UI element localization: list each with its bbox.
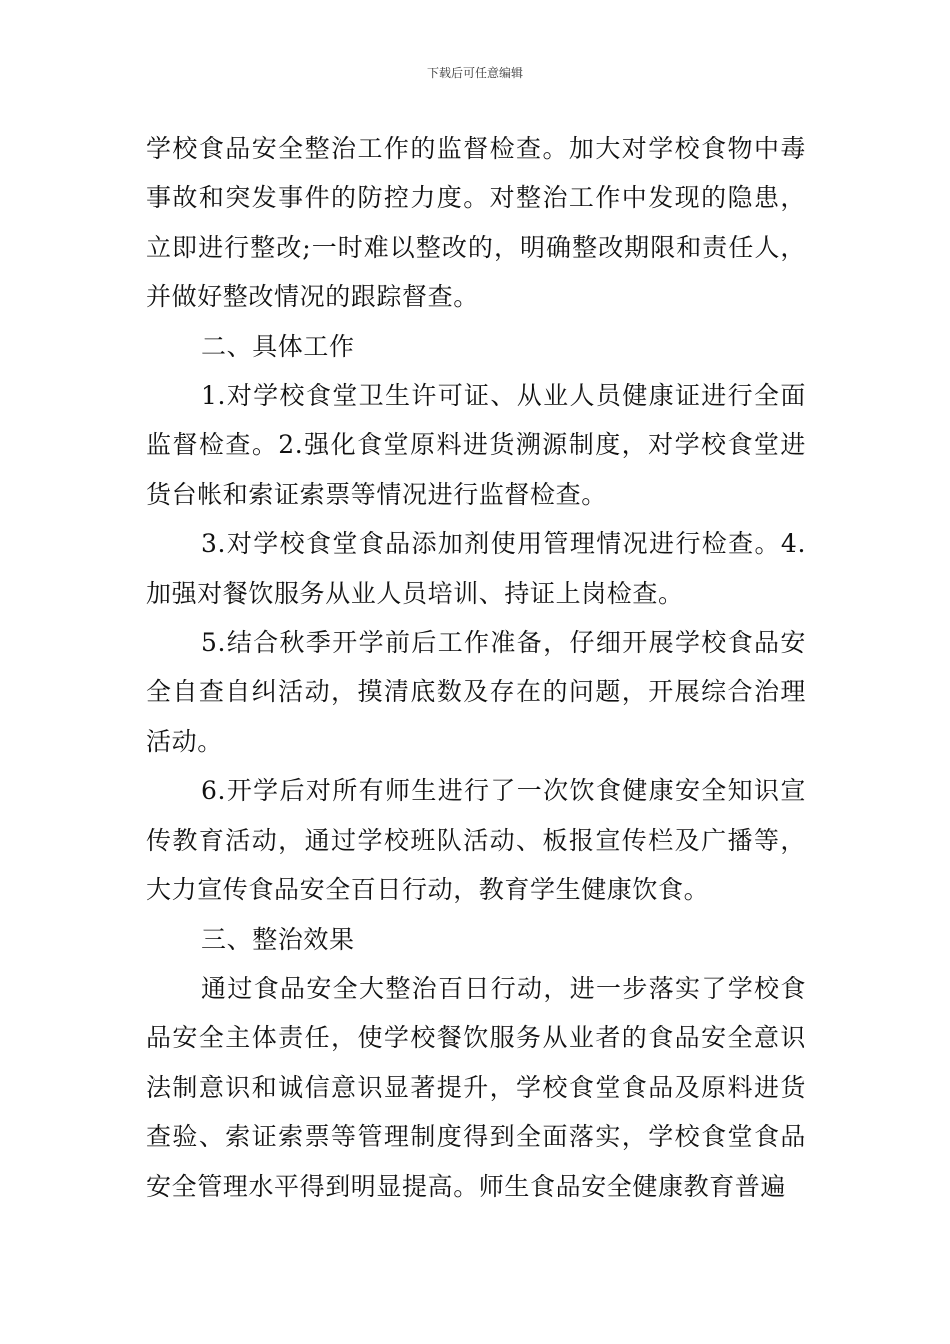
paragraph-continuation: 学校食品安全整治工作的监督检查。加大对学校食物中毒事故和突发事件的防控力度。对整治工作中发现的隐患，立即进行整改;一时难以整改的，明确整改期限和责任人，并做好整改情况的跟踪督查。 — [146, 134, 806, 312]
paragraph-items-3-4: 3.对学校食堂食品添加剂使用管理情况进行检查。4.加强对餐饮服务从业人员培训、持证上岗检查。 — [146, 529, 806, 608]
paragraph-items-1-2: 1.对学校食堂卫生许可证、从业人员健康证进行全面监督检查。2.强化食堂原料进货溯源制度，对学校食堂进货台帐和索证索票等情况进行监督检查。 — [146, 381, 806, 509]
page-header-note: 下载后可任意编辑 — [426, 66, 523, 80]
paragraph-item-5: 5.结合秋季开学前后工作准备，仔细开展学校食品安全自查自纠活动，摸清底数及存在的问题，开展综合治理活动。 — [146, 628, 806, 756]
section-heading-specific-work: 二、具体工作 — [201, 331, 355, 361]
paragraph-results: 通过食品安全大整治百日行动，进一步落实了学校食品安全主体责任，使学校餐饮服务从业者的食品安全意识法制意识和诚信意识显著提升，学校食堂食品及原料进货查验、索证索票等管理制度得到全面落实，学校食堂食品安全管理水平得到明显提高。师生食品安全健康教育普遍 — [146, 973, 806, 1201]
section-heading-results: 三、整治效果 — [201, 924, 355, 954]
paragraph-item-6: 6.开学后对所有师生进行了一次饮食健康安全知识宣传教育活动，通过学校班队活动、板报宣传栏及广播等，大力宣传食品安全百日行动，教育学生健康饮食。 — [146, 776, 806, 905]
document-body — [146, 124, 806, 1211]
